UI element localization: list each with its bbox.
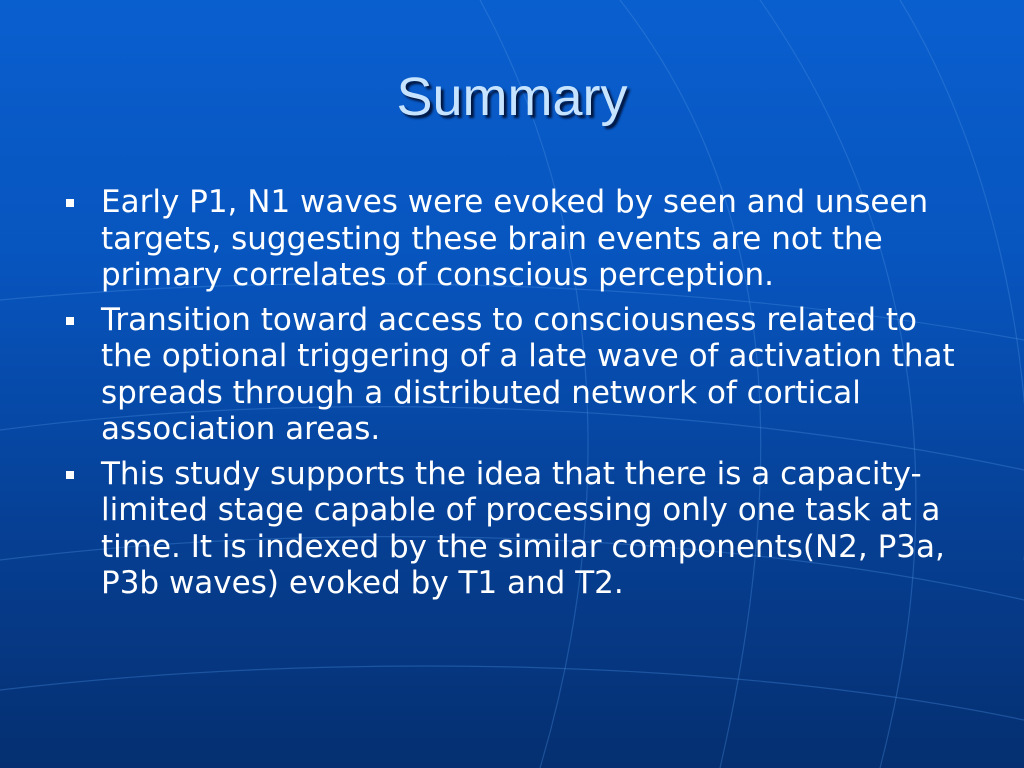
bullet-list — [60, 184, 970, 610]
bullet-item — [60, 302, 970, 448]
bullet-text: Early P1, N1 waves were evoked by seen and unseen targets, suggesting these brain events are not the primary correlates of conscious perception. — [101, 184, 929, 293]
bullet-text: Transition toward access to consciousness related to the optional triggering of a late wave of activation that spreads through a distributed network of cortical association areas. — [101, 301, 955, 447]
square-bullet-icon — [66, 317, 74, 325]
bullet-text: This study supports the idea that there is a capacity-limited stage capable of processing only one task at a time. It is indexed by the similar components(N2, P3a, P3b waves) evoked by T1 and T2. — [101, 455, 945, 601]
square-bullet-icon — [66, 471, 74, 479]
bullet-item — [60, 456, 970, 602]
slide-title: Summary — [396, 67, 628, 127]
square-bullet-icon — [66, 199, 74, 207]
bullet-item — [60, 184, 970, 294]
